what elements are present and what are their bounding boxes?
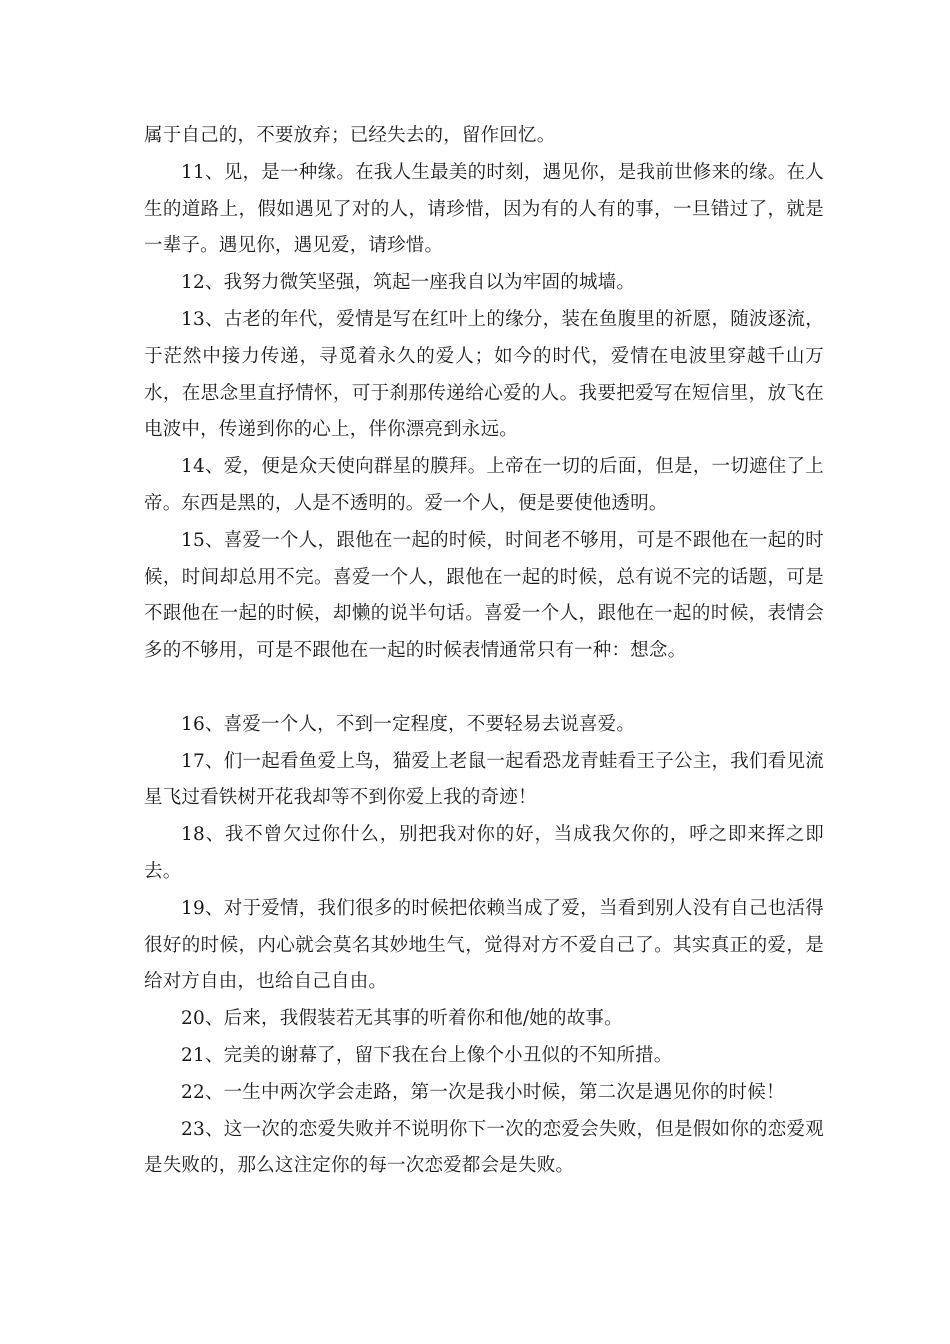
paragraph-15: 15、喜爱一个人，跟他在一起的时候，时间老不够用，可是不跟他在一起的时候，时间却总用不完。喜爱一个人，跟他在一起的时候，总有说不完的话题，可是不跟他在一起的时候，却懒的说半句话。喜爱一个人，跟他在一起的时候，表情会多的不够用，可是不跟他在一起的时候表情通常只有一种：想念。 — [144, 529, 824, 662]
document-body — [144, 118, 824, 1185]
paragraph-continued: 属于自己的，不要放弃；已经失去的，留作回忆。 — [144, 125, 556, 146]
paragraph-17: 17、们一起看鱼爱上鸟，猫爱上老鼠一起看恐龙青蛙看王子公主，我们看见流星飞过看铁树开花我却等不到你爱上我的奇迹！ — [144, 750, 824, 809]
paragraph-20: 20、后来，我假装若无其事的听着你和他/她的故事。 — [181, 1008, 623, 1030]
paragraph-12: 12、我努力微笑坚强，筑起一座我自以为牢固的城墙。 — [181, 272, 636, 294]
paragraph-22: 22、一生中两次学会走路，第一次是我小时候，第二次是遇见你的时候！ — [181, 1081, 785, 1103]
paragraph-14: 14、爱，便是众天使向群星的膜拜。上帝在一切的后面，但是，一切遮住了上帝。东西是黑的，人是不透明的。爱一个人，便是要使他透明。 — [144, 456, 824, 514]
paragraph-21: 21、完美的谢幕了，留下我在台上像个小丑似的不知所措。 — [181, 1044, 673, 1066]
paragraph-23: 23、这一次的恋爱失败并不说明你下一次的恋爱会失败，但是假如你的恋爱观是失败的，那么这注定你的每一次恋爱都会是失败。 — [144, 1118, 824, 1177]
paragraph-11: 11、见，是一种缘。在我人生最美的时刻，遇见你，是我前世修来的缘。在人生的道路上，假如遇见了对的人，请珍惜，因为有的人有的事，一旦错过了，就是一辈子。遇见你，遇见爱，请珍惜。 — [144, 161, 824, 257]
paragraph-13: 13、古老的年代，爱情是写在红叶上的缘分，装在鱼腹里的祈愿，随波逐流，于茫然中接力传递，寻觅着永久的爱人；如今的时代，爱情在电波里穿越千山万水，在思念里直抒情怀，可于刹那传递给心爱的人。我要把爱写在短信里，放飞在电波中，传递到你的心上，伴你漂亮到永远。 — [144, 308, 824, 441]
blank-line — [144, 670, 824, 707]
paragraph-16: 16、喜爱一个人，不到一定程度，不要轻易去说喜爱。 — [181, 713, 636, 735]
paragraph-19: 19、对于爱情，我们很多的时候把依赖当成了爱，当看到别人没有自己也活得很好的时候，内心就会莫名其妙地生气，觉得对方不爱自己了。其实真正的爱，是给对方自由，也给自己自由。 — [144, 897, 824, 993]
paragraph-18: 18、我不曾欠过你什么，别把我对你的好，当成我欠你的，呼之即来挥之即去。 — [144, 824, 824, 882]
